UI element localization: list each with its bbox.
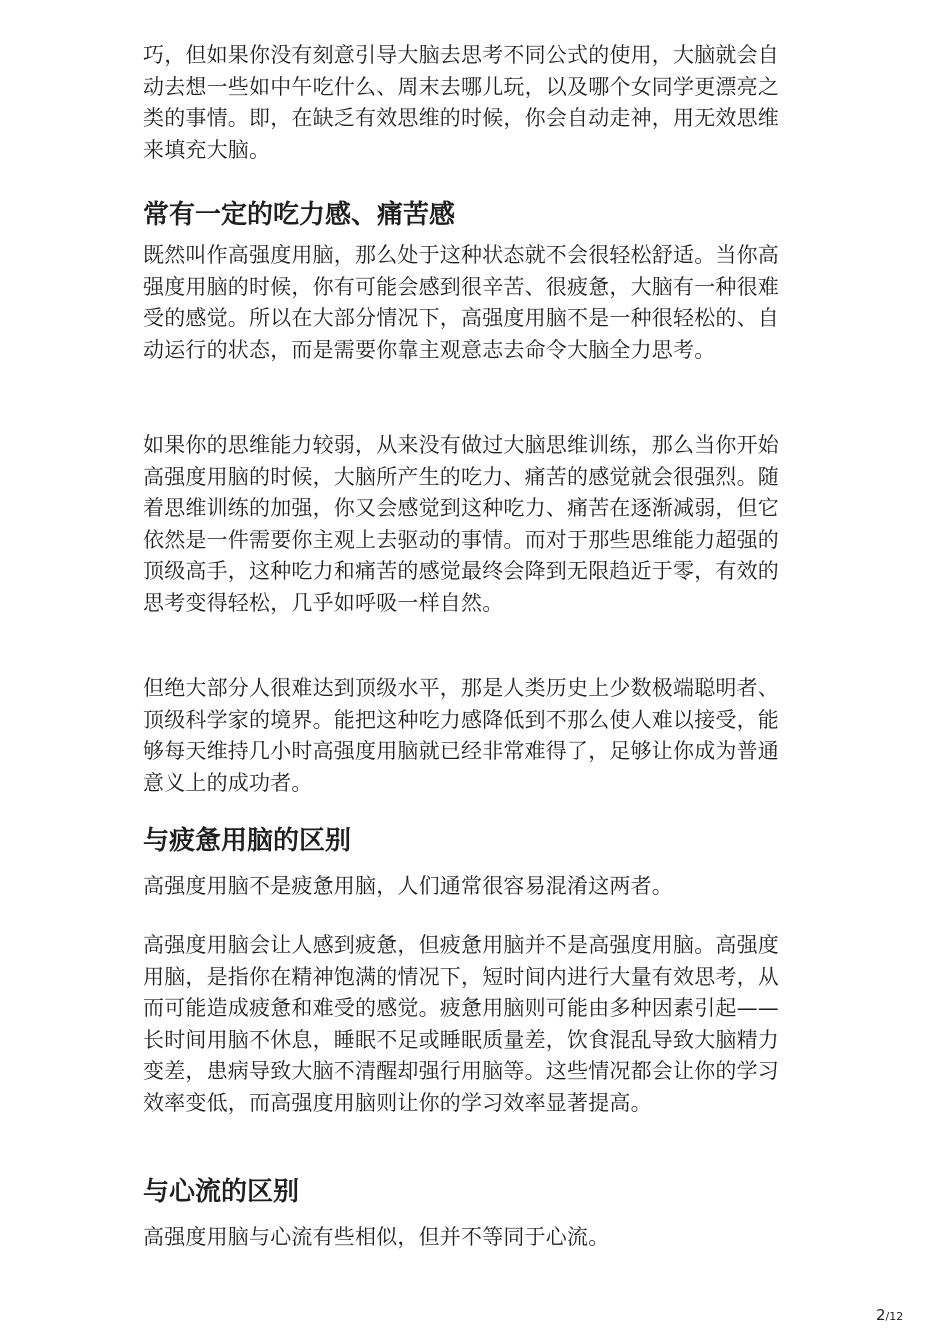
body-paragraph: 高强度用脑会让人感到疲惫，但疲惫用脑并不是高强度用脑。高强度用脑，是指你在精神饱满的情况下，短时间内进行大量有效思考，从而可能造成疲惫和难受的感觉。疲惫用脑则可能由多种因素引起——长时间用脑不休息，睡眠不足或睡眠质量差，饮食混乱导致大脑精力变差，患病导致大脑不清醒却强行用脑等。这些情况都会让你的学习效率变低，而高强度用脑则让你的学习效率显著提高。 xyxy=(143,933,779,1115)
section-heading: 与疲惫用脑的区别 xyxy=(143,826,352,856)
body-paragraph: 但绝大部分人很难达到顶级水平，那是人类历史上少数极端聪明者、顶级科学家的境界。能把这种吃力感降低到不那么使人难以接受，能够每天维持几小时高强度用脑就已经非常难得了，足够让你成为普通意义上的成功者。 xyxy=(143,676,779,795)
body-paragraph: 如果你的思维能力较弱，从来没有做过大脑思维训练，那么当你开始高强度用脑的时候，大脑所产生的吃力、痛苦的感觉就会很强烈。随着思维训练的加强，你又会感觉到这种吃力、痛苦在逐渐减弱，但它依然是一件需要你主观上去驱动的事情。而对于那些思维能力超强的顶级高手，这种吃力和痛苦的感觉最终会降到无限趋近于零，有效的思考变得轻松，几乎如呼吸一样自然。 xyxy=(143,433,779,615)
body-paragraph: 高强度用脑不是疲惫用脑，人们通常很容易混淆这两者。 xyxy=(143,874,673,898)
body-paragraph: 巧，但如果你没有刻意引导大脑去思考不同公式的使用，大脑就会自动去想一些如中午吃什么、周末去哪儿玩，以及哪个女同学更漂亮之类的事情。即，在缺乏有效思维的时候，你会自动走神，用无效思维来填充大脑。 xyxy=(143,43,779,162)
body-paragraph: 既然叫作高强度用脑，那么处于这种状态就不会很轻松舒适。当你高强度用脑的时候，你有可能会感到很辛苦、很疲惫，大脑有一种很难受的感觉。所以在大部分情况下，高强度用脑不是一种很轻松的、自动运行的状态，而是需要你靠主观意志去命令大脑全力思考。 xyxy=(143,243,779,362)
section-heading: 常有一定的吃力感、痛苦感 xyxy=(143,200,456,230)
section-heading: 与心流的区别 xyxy=(143,1177,300,1207)
page-number-total: /12 xyxy=(885,1310,904,1323)
body-paragraph: 高强度用脑与心流有些相似，但并不等同于心流。 xyxy=(143,1225,610,1249)
page-number xyxy=(876,1306,903,1324)
page-number-current: 2 xyxy=(876,1306,886,1324)
